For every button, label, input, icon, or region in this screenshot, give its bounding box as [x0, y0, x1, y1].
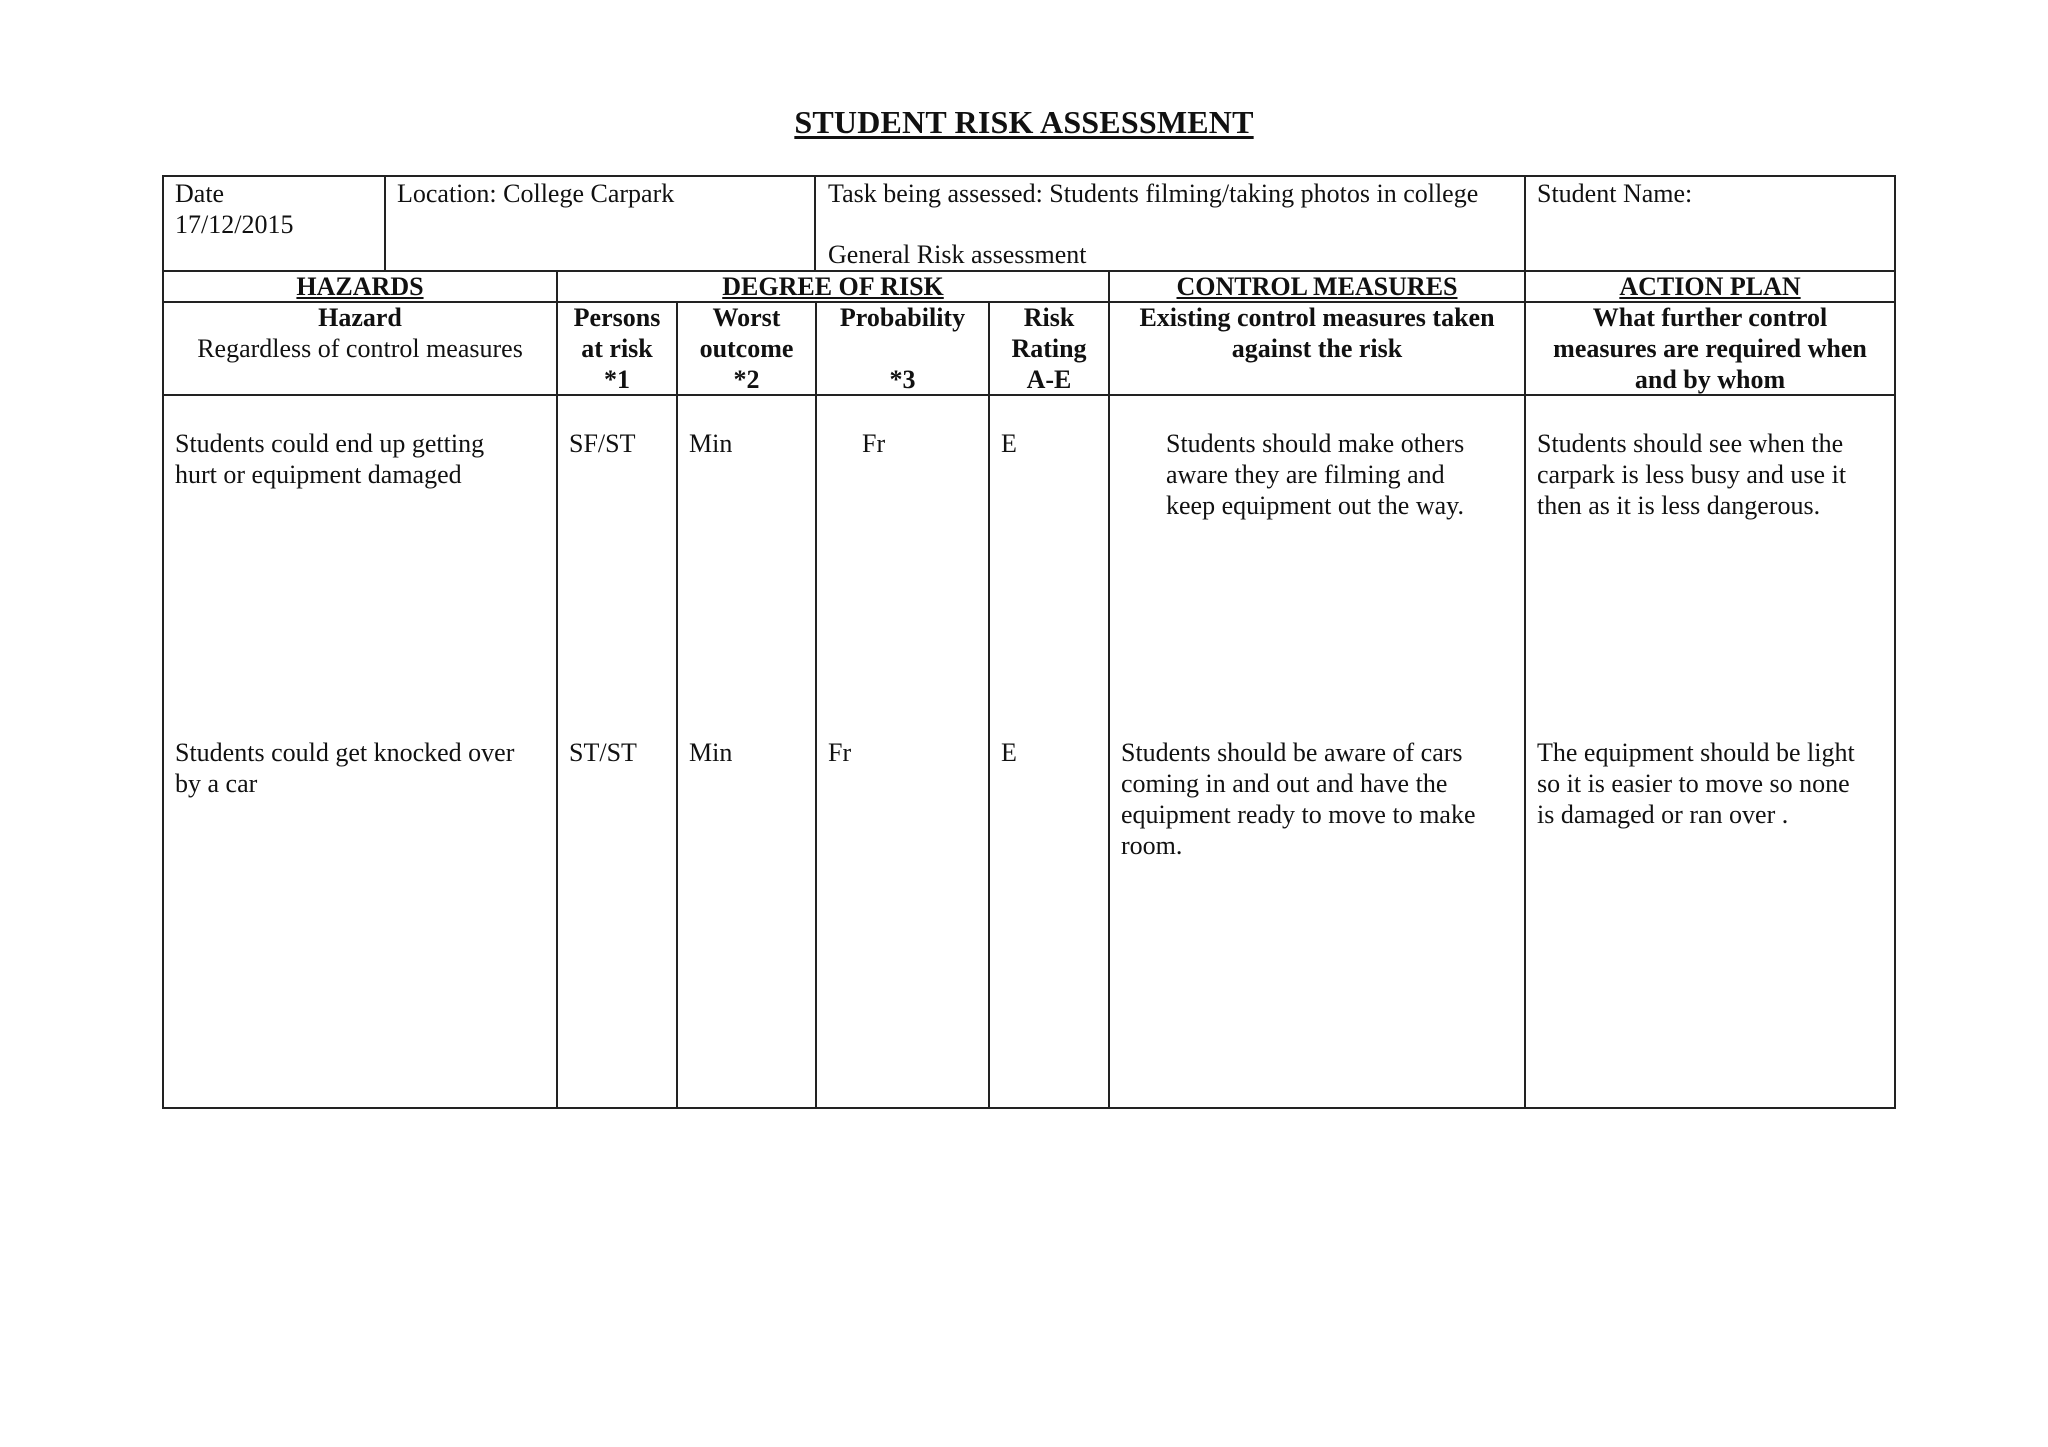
- column-header-probability: Probability: [839, 303, 966, 332]
- persons-cell: SF/ST: [569, 429, 636, 458]
- hazard-cell: Students could get knocked over by a car: [175, 738, 515, 798]
- column-header-persons-at-risk: Persons at risk *1: [573, 303, 661, 394]
- column-divider-2: [676, 301, 678, 1108]
- info-divider-3: [1524, 175, 1526, 271]
- column-header-risk-rating: Risk Rating A-E: [1011, 303, 1087, 394]
- info-divider-1: [384, 175, 386, 271]
- column-header-hazard-subtitle: Regardless of control measures: [197, 334, 523, 363]
- persons-cell: ST/ST: [569, 738, 637, 767]
- info-divider-2: [814, 175, 816, 271]
- column-divider-4: [988, 301, 990, 1108]
- hazard-cell: Students could end up getting hurt or equipment damaged: [175, 429, 485, 489]
- section-hazards: HAZARDS: [296, 272, 424, 301]
- table-border-bottom: [162, 1107, 1896, 1109]
- action-plan-cell: Students should see when the carpark is less busy and use it then as it is less dangerous.: [1537, 429, 1847, 520]
- probability-cell: Fr: [862, 429, 886, 458]
- risk-rating-cell: E: [1001, 429, 1017, 458]
- assessment-type: General Risk assessment: [828, 240, 1087, 269]
- worst-outcome-cell: Min: [689, 429, 733, 458]
- table-border-top: [162, 175, 1896, 177]
- section-action-plan: ACTION PLAN: [1619, 272, 1801, 301]
- worst-outcome-cell: Min: [689, 738, 733, 767]
- student-name-field: Student Name:: [1537, 179, 1693, 208]
- section-control-measures: CONTROL MEASURES: [1176, 272, 1458, 301]
- location-field: Location: College Carpark: [397, 179, 675, 208]
- column-header-hazard: Hazard: [318, 303, 402, 332]
- column-header-probability-note: *3: [889, 365, 916, 394]
- column-divider-3: [815, 301, 817, 1108]
- column-header-existing-controls: Existing control measures taken against the risk: [1139, 303, 1495, 363]
- column-divider-5: [1108, 301, 1110, 1108]
- column-header-further-controls: What further control measures are required when and by whom: [1553, 303, 1867, 394]
- column-header-worst-outcome: Worst outcome *2: [699, 303, 794, 394]
- page-title: STUDENT RISK ASSESSMENT: [794, 104, 1254, 140]
- control-measures-cell: Students should be aware of cars coming in and out and have the equipment ready to move to make room.: [1121, 738, 1476, 860]
- risk-rating-cell: E: [1001, 738, 1017, 767]
- control-measures-cell: Students should make others aware they are filming and keep equipment out the way.: [1166, 429, 1465, 520]
- section-degree-of-risk: DEGREE OF RISK: [722, 272, 944, 301]
- date-value: 17/12/2015: [175, 210, 294, 239]
- table-border-right: [1894, 175, 1896, 1109]
- column-divider-6: [1524, 301, 1526, 1108]
- column-divider-1: [556, 301, 558, 1108]
- action-plan-cell: The equipment should be light so it is easier to move so none is damaged or ran over .: [1537, 738, 1855, 829]
- task-field: Task being assessed: Students filming/taking photos in college: [828, 179, 1479, 208]
- probability-cell: Fr: [828, 738, 852, 767]
- date-label: Date: [175, 179, 225, 208]
